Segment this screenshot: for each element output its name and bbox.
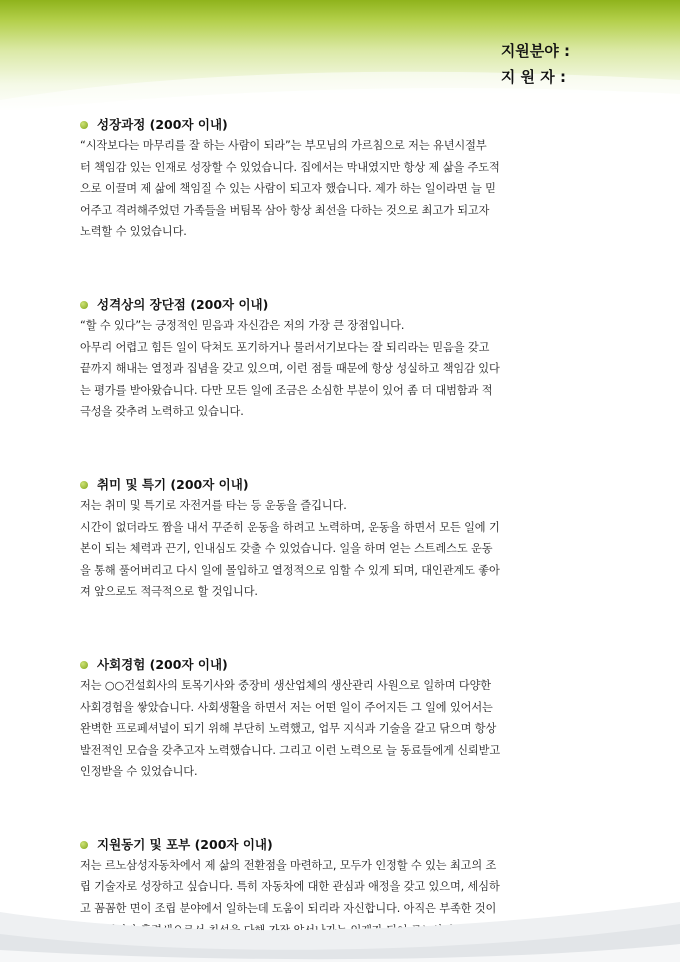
- text-line: 노력할 수 있었습니다.: [80, 225, 187, 239]
- section-paragraph: [80, 315, 600, 423]
- section-paragraph: [80, 495, 600, 603]
- section-paragraph: [80, 135, 600, 243]
- bullet-icon: [80, 661, 88, 669]
- text-line: 극성을 갖추려 노력하고 있습니다.: [80, 405, 244, 419]
- section-title: 성격상의 장단점 (200자 이내): [80, 295, 600, 315]
- text-line: 완벽한 프로페셔널이 되기 위해 부단히 노력했고, 업무 지식과 기술을 갈고 닦으며 항상: [80, 722, 497, 736]
- text-line: 져 앞으로도 적극적으로 할 것입니다.: [80, 585, 258, 599]
- section-title: 사회경험 (200자 이내): [80, 655, 600, 675]
- field-row: [501, 38, 570, 64]
- text-line: “할 수 있다”는 긍정적인 믿음과 자신감은 저의 가장 큰 장점입니다.: [80, 318, 405, 332]
- bullet-icon: [80, 301, 88, 309]
- bullet-icon: [80, 841, 88, 849]
- section-title: 성장과정 (200자 이내): [80, 115, 600, 135]
- section-title: 지원동기 및 포부 (200자 이내): [80, 835, 600, 855]
- text-line: 끝까지 해내는 열정과 집념을 갖고 있으며, 이런 점들 때문에 항상 성실하고 책임감 있다: [80, 362, 500, 376]
- text-line: 아무리 어렵고 힘든 일이 닥쳐도 포기하거나 물러서기보다는 잘 되리라는 믿음을 갖고: [80, 340, 490, 354]
- text-line: 인정받을 수 있었습니다.: [80, 765, 198, 779]
- text-line: 저는 ○○건설회사의 토목기사와 중장비 생산업체의 생산관리 사원으로 일하며 다양한: [80, 678, 492, 692]
- section-growth: [80, 115, 600, 243]
- text-line: 사회경험을 쌓았습니다. 사회생활을 하면서 저는 어떤 일이 주어지든 그 일에 있어서는: [80, 700, 493, 714]
- section-title: 취미 및 특기 (200자 이내): [80, 475, 600, 495]
- section-work-experience: [80, 655, 600, 783]
- document-body: [80, 115, 600, 941]
- header-swoosh-decoration: [0, 60, 680, 120]
- text-line: 터 책임감 있는 인재로 성장할 수 있었습니다. 집에서는 막내였지만 항상 제 삶을 주도적: [80, 160, 500, 174]
- bullet-icon: [80, 121, 88, 129]
- text-line: 발전적인 모습을 갖추고자 노력했습니다. 그리고 이런 노력으로 늘 동료들에게 신뢰받고: [80, 743, 501, 757]
- applicant-name-label: 지 원 자 :: [500, 68, 566, 86]
- text-line: 립 기술자로 성장하고 싶습니다. 특히 자동차에 대한 관심과 애정을 갖고 있으며, 세심하: [80, 880, 500, 894]
- text-line: 고 꼼꼼한 면이 조립 분야에서 일하는데 도움이 되리라 자신합니다. 아직은 부족한 것이: [80, 902, 497, 916]
- text-line: 으로 이끌며 제 삶에 책임질 수 있는 사람이 되고자 했습니다. 제가 하는 일이라면 늘 믿: [80, 182, 496, 196]
- text-line: 시간이 없더라도 짬을 내서 꾸준히 운동을 하려고 노력하며, 운동을 하면서 모든 일에 기: [80, 520, 500, 534]
- field-label: 지원분야 :: [500, 42, 570, 60]
- section-hobbies: [80, 475, 600, 603]
- text-line: 저는 르노삼성자동차에서 제 삶의 전환점을 마련하고, 모두가 인정할 수 있는 최고의 조: [80, 858, 497, 872]
- applicant-info: [501, 38, 570, 90]
- text-line: 을 통해 풀어버리고 다시 일에 몰입하고 열정적으로 임할 수 있게 되며, 대인관계도 좋아: [80, 563, 500, 577]
- section-paragraph: [80, 675, 600, 783]
- name-row: [501, 64, 570, 90]
- bullet-icon: [80, 481, 88, 489]
- text-line: 어주고 격려해주었던 가족들을 버팀목 삼아 항상 최선을 다하는 것으로 최고가 되고자: [80, 203, 490, 217]
- footer-wave-decoration: [0, 872, 680, 962]
- text-line: 본이 되는 체력과 끈기, 인내심도 갖출 수 있었습니다. 일을 하며 얻는 스트레스도 운동: [80, 542, 493, 556]
- text-line: “시작보다는 마무리를 잘 하는 사람이 되라”는 부모님의 가르침으로 저는 유년시절부: [80, 139, 487, 152]
- text-line: 저는 취미 및 특기로 자전거를 타는 등 운동을 즐깁니다.: [80, 498, 347, 512]
- section-personality: [80, 295, 600, 423]
- text-line: 는 평가를 받아왔습니다. 다만 모든 일에 조금은 소심한 부분이 있어 좀 더 대범함과 적: [80, 383, 493, 397]
